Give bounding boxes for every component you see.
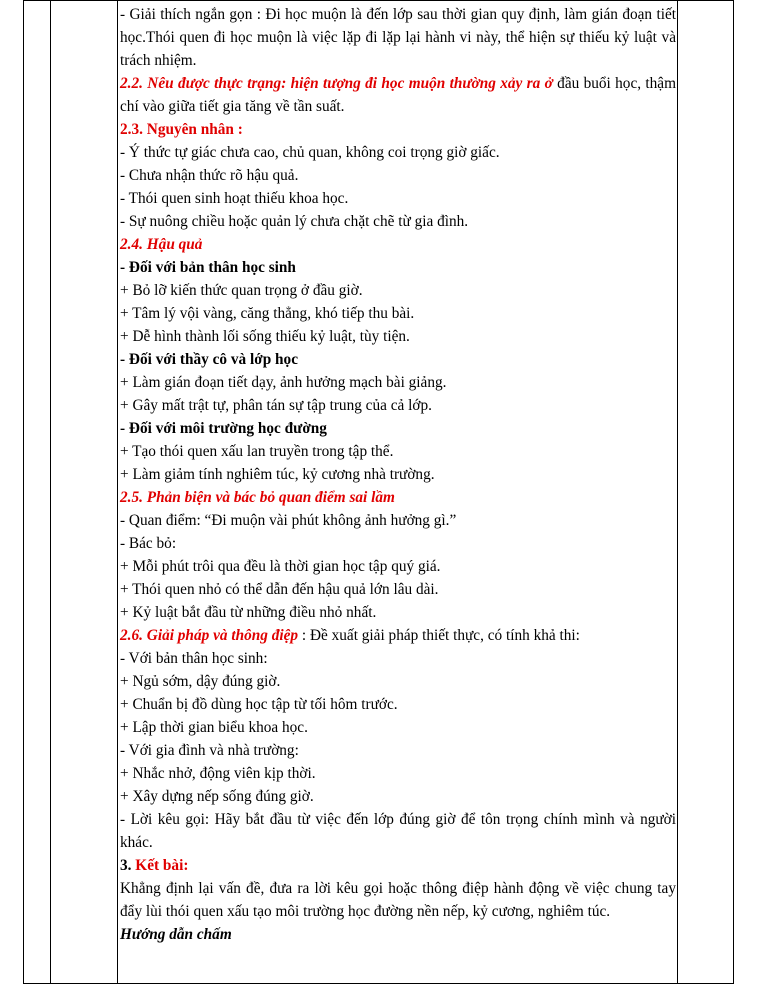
column-divider-3 bbox=[677, 1, 678, 983]
viewpoint: - Quan điểm: “Đi muộn vài phút không ảnh hưởng gì.” bbox=[120, 512, 457, 529]
section-3 bbox=[120, 854, 676, 877]
intro-explanation: - Giải thích ngắn gọn : Đi học muộn là đến lớp sau thời gian quy định, làm gián đoạn tiết học.Thói quen đi học muộn là việc lặp đi lặp lại hành vi này, thể hiện sự thiếu kỷ luật và trách nhiệm. bbox=[120, 6, 676, 69]
section-2-2 bbox=[120, 72, 676, 118]
column-divider-1 bbox=[50, 1, 51, 983]
call-to-action: - Lời kêu gọi: Hãy bắt đầu từ việc đến lớp đúng giờ để tôn trọng chính mình và người khác. bbox=[120, 811, 676, 851]
heading-2-4: 2.4. Hậu quả bbox=[120, 236, 203, 253]
solution-group: - Với gia đình và nhà trường: bbox=[120, 742, 299, 759]
solution-item: + Lập thời gian biểu khoa học. bbox=[120, 719, 308, 736]
solution-item: + Nhắc nhở, động viên kịp thời. bbox=[120, 765, 316, 782]
section-2-2-text: đầu buổi học, thậm chí vào giữa tiết gia tăng về tần suất. bbox=[120, 75, 676, 115]
rebuttal-item: + Mỗi phút trôi qua đều là thời gian học tập quý giá. bbox=[120, 558, 441, 575]
heading-3: Kết bài: bbox=[131, 857, 189, 874]
subheading-student: - Đối với bản thân học sinh bbox=[120, 259, 296, 276]
consequence-item: + Làm gián đoạn tiết dạy, ảnh hưởng mạch bài giảng. bbox=[120, 374, 447, 391]
rebuttal-item: + Kỷ luật bắt đầu từ những điều nhỏ nhất. bbox=[120, 604, 377, 621]
solution-item: + Xây dựng nếp sống đúng giờ. bbox=[120, 788, 314, 805]
cause-item: - Sự nuông chiều hoặc quản lý chưa chặt chẽ từ gia đình. bbox=[120, 213, 469, 230]
cause-item: - Thói quen sinh hoạt thiếu khoa học. bbox=[120, 190, 349, 207]
consequence-item: + Gây mất trật tự, phân tán sự tập trung của cả lớp. bbox=[120, 397, 432, 414]
consequence-item: + Tạo thói quen xấu lan truyền trong tập thể. bbox=[120, 443, 394, 460]
column-divider-2 bbox=[117, 1, 118, 983]
section-3-number: 3. bbox=[120, 857, 132, 874]
heading-2-3: 2.3. Nguyên nhân : bbox=[120, 121, 243, 138]
heading-2-5: 2.5. Phản biện và bác bỏ quan điểm sai lầm bbox=[120, 489, 395, 506]
conclusion-text: Khẳng định lại vấn đề, đưa ra lời kêu gọi hoặc thông điệp hành động về việc chung tay đẩy lùi thói quen xấu tạo môi trường học đường nền nếp, kỷ cương, nghiêm túc. bbox=[120, 880, 676, 920]
rebuttal-item: + Thói quen nhỏ có thể dẫn đến hậu quả lớn lâu dài. bbox=[120, 581, 439, 598]
heading-2-6: 2.6. Giải pháp và thông điệp bbox=[120, 627, 299, 644]
subheading-teacher-class: - Đối với thầy cô và lớp học bbox=[120, 351, 298, 368]
content-cell bbox=[120, 3, 676, 946]
subheading-school-env: - Đối với môi trường học đường bbox=[120, 420, 327, 437]
solution-group: - Với bản thân học sinh: bbox=[120, 650, 268, 667]
section-2-6 bbox=[120, 624, 676, 647]
solution-item: + Chuẩn bị đồ dùng học tập từ tối hôm trước. bbox=[120, 696, 398, 713]
heading-2-2: 2.2. Nêu được thực trạng: hiện tượng đi học muộn thường xảy ra ở bbox=[120, 75, 553, 92]
consequence-item: + Tâm lý vội vàng, căng thẳng, khó tiếp thu bài. bbox=[120, 305, 415, 322]
solution-item: + Ngủ sớm, dậy đúng giờ. bbox=[120, 673, 281, 690]
rebuttal-label: - Bác bỏ: bbox=[120, 535, 177, 552]
cause-item: - Chưa nhận thức rõ hậu quả. bbox=[120, 167, 299, 184]
consequence-item: + Dễ hình thành lối sống thiếu kỷ luật, tùy tiện. bbox=[120, 328, 410, 345]
section-2-6-text: : Đề xuất giải pháp thiết thực, có tính khả thi: bbox=[298, 627, 580, 644]
grading-guide-heading: Hướng dẫn chấm bbox=[120, 926, 232, 943]
cause-item: - Ý thức tự giác chưa cao, chủ quan, không coi trọng giờ giấc. bbox=[120, 144, 500, 161]
consequence-item: + Bỏ lỡ kiến thức quan trọng ở đầu giờ. bbox=[120, 282, 363, 299]
consequence-item: + Làm giảm tính nghiêm túc, kỷ cương nhà trường. bbox=[120, 466, 435, 483]
